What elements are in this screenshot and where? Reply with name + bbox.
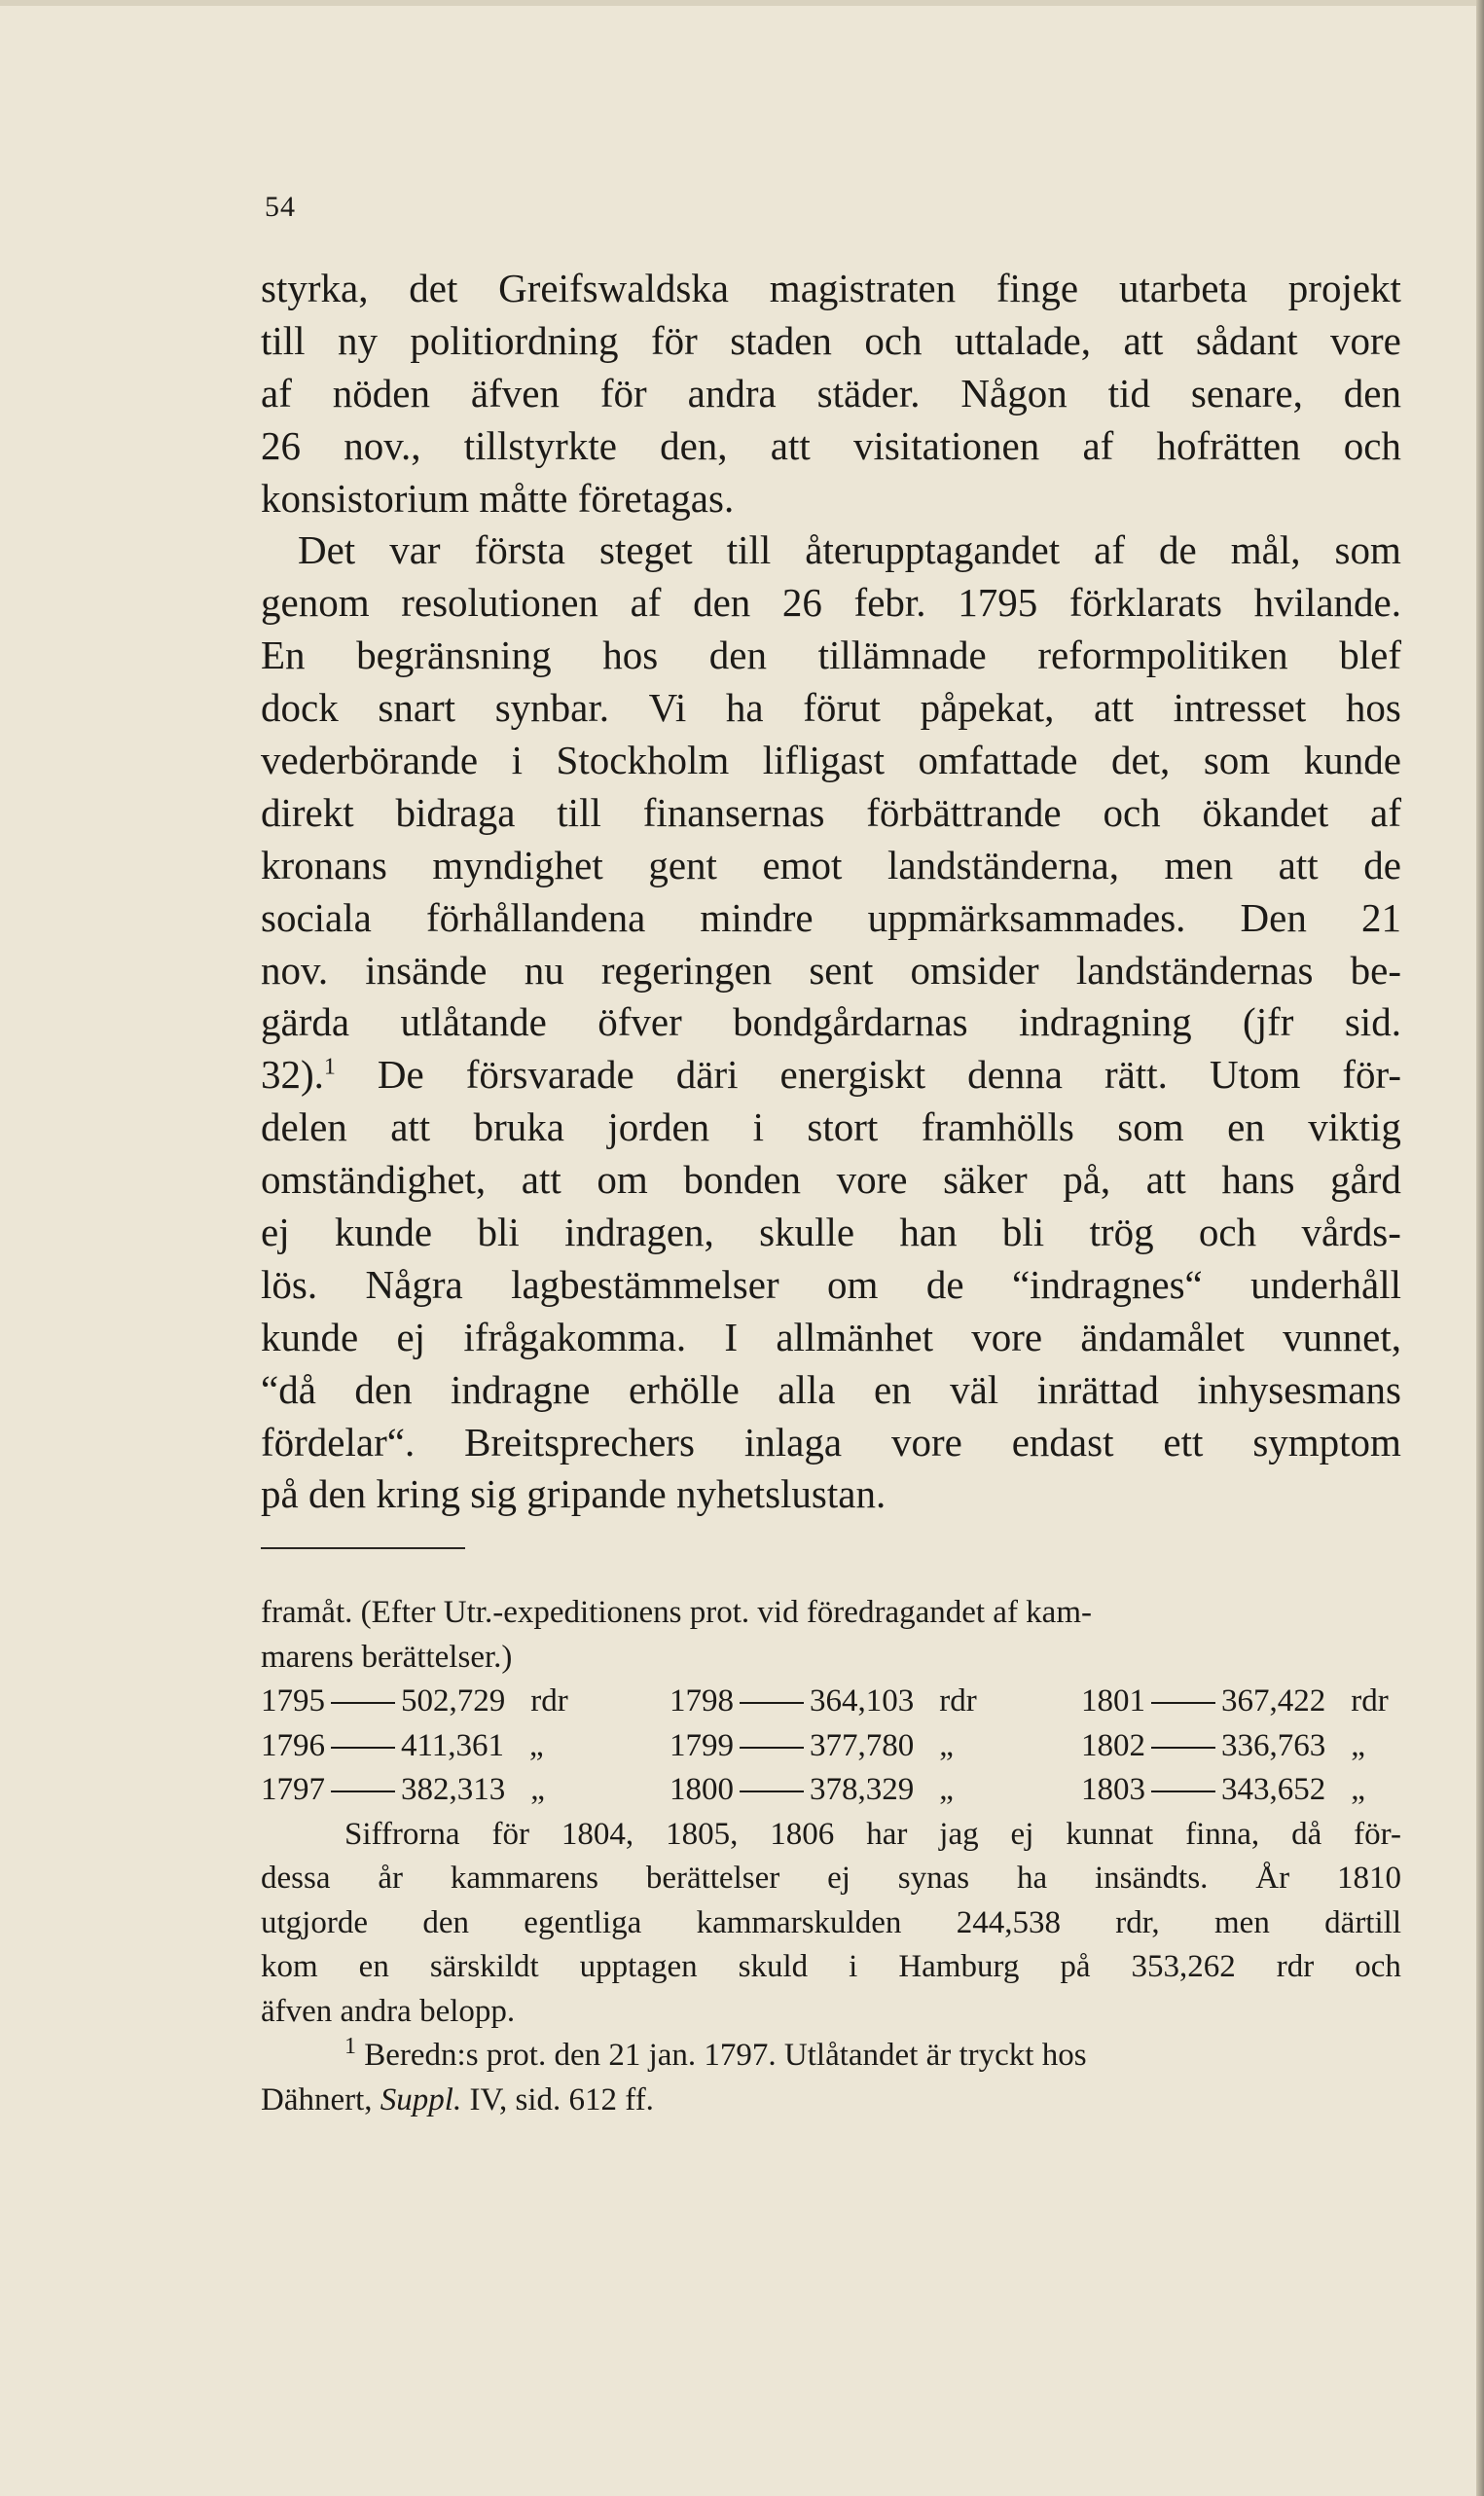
note-paragraph xyxy=(261,1813,1401,2035)
debt-row xyxy=(261,1724,1401,1769)
debt-cell: 1796 411,361 „ xyxy=(261,1727,544,1763)
debt-cell: 1795 502,729 rdr xyxy=(261,1683,568,1718)
debt-cell: 1800 378,329 „ xyxy=(670,1772,954,1807)
text-line: direkt bidraga till finansernas förbättrande och ökandet af xyxy=(261,789,1401,835)
footnote-separator xyxy=(261,1547,465,1549)
debt-table xyxy=(261,1680,1401,1813)
main-text xyxy=(261,263,1401,1521)
page-number: 54 xyxy=(265,191,296,223)
debt-cell: 1802 336,763 „ xyxy=(1081,1727,1365,1763)
text-line: till ny politiordning för staden och uttalade, att sådant vore xyxy=(261,317,1401,363)
debt-cell: 1797 382,313 „ xyxy=(261,1772,545,1807)
text-line: på den kring sig gripande nyhetslustan. xyxy=(261,1471,887,1517)
page-right-edge xyxy=(1476,0,1484,2496)
note-line: kom en särskildt upptagen skuld i Hamburg på 353,262 rdr och xyxy=(261,1949,1401,1984)
text-line: delen att bruka jorden i stort framhölls som en viktig xyxy=(261,1104,1401,1150)
footnote-marker: 1 xyxy=(344,2034,356,2059)
text-line: af nöden äfven för andra städer. Någon tid senare, den xyxy=(261,370,1401,416)
text-line: styrka, det Greifswaldska magistraten finge utarbeta projekt xyxy=(261,266,1401,310)
footnote-1-line2: Dähnert, Suppl. IV, sid. 612 ff. xyxy=(261,2079,1401,2123)
debt-cell: 1801 367,422 rdr xyxy=(1081,1683,1389,1718)
debt-row xyxy=(261,1680,1401,1724)
text-line: Det var första steget till återupptagandet af de mål, som xyxy=(298,527,1401,573)
debt-row xyxy=(261,1768,1401,1813)
note-line: framåt. (Efter Utr.-expeditionens prot. vid föredragandet af kam- xyxy=(261,1595,1092,1630)
note-line: dessa år kammarens berättelser ej synas ha insändts. År 1810 xyxy=(261,1861,1401,1896)
note-line: Siffrorna för 1804, 1805, 1806 har jag ej kunnat finna, då för- xyxy=(344,1816,1401,1852)
note-line: marens berättelser.) xyxy=(261,1639,513,1675)
text-line: konsistorium måtte företagas. xyxy=(261,475,735,521)
text-line: lös. Några lagbestämmelser om de “indragnes“ underhåll xyxy=(261,1261,1401,1307)
text-line: fördelar“. Breitsprechers inlaga vore endast ett symptom xyxy=(261,1419,1401,1465)
note-line: utgjorde den egentliga kammarskulden 244,538 rdr, men därtill xyxy=(261,1904,1401,1940)
text-line: 32).$^1$ De försvarade däri energiskt denna rätt. Utom för- xyxy=(261,1052,1401,1098)
note-line: äfven andra belopp. xyxy=(261,1993,516,2029)
footnote-1-text: Beredn:s prot. den 21 jan. 1797. Utlåtandet är tryckt hos xyxy=(364,2038,1087,2073)
footnote-1 xyxy=(261,2034,1401,2079)
text-line: “då den indragne erhölle alla en väl inrättad inhysesmans xyxy=(261,1366,1401,1412)
page-top-edge xyxy=(0,0,1484,6)
debt-cell: 1799 377,780 „ xyxy=(670,1727,954,1763)
text-line: En begränsning hos den tillämnade reformpolitiken blef xyxy=(261,633,1401,678)
text-line: genom resolutionen af den 26 febr. 1795 förklarats hvilande. xyxy=(261,580,1401,626)
text-line: ej kunde bli indragen, skulle han bli trög och vårds- xyxy=(261,1210,1401,1255)
text-line: nov. insände nu regeringen sent omsider landständernas be- xyxy=(261,947,1401,993)
suppl-italic: Suppl. xyxy=(380,2081,462,2117)
text-line: omständighet, att om bonden vore säker på, att hans gård xyxy=(261,1157,1401,1203)
text-line: gärda utlåtande öfver bondgårdarnas indragning (jfr sid. xyxy=(261,999,1401,1045)
text-line: dock snart synbar. Vi ha förut påpekat, att intresset hos xyxy=(261,685,1401,731)
text-line: vederbörande i Stockholm lifligast omfattade det, som kunde xyxy=(261,738,1401,783)
text-line: 26 nov., tillstyrkte den, att visitationen af hofrätten och xyxy=(261,422,1401,468)
footnotes xyxy=(261,1591,1401,2122)
text-line: kronans myndighet gent emot landständerna, men att de xyxy=(261,842,1401,887)
debt-cell: 1803 343,652 „ xyxy=(1081,1772,1365,1807)
text-line: sociala förhållandena mindre uppmärksammades. Den 21 xyxy=(261,894,1401,940)
text-line: kunde ej ifrågakomma. I allmänhet vore ändamålet vunnet, xyxy=(261,1314,1401,1359)
debt-cell: 1798 364,103 rdr xyxy=(670,1683,977,1718)
